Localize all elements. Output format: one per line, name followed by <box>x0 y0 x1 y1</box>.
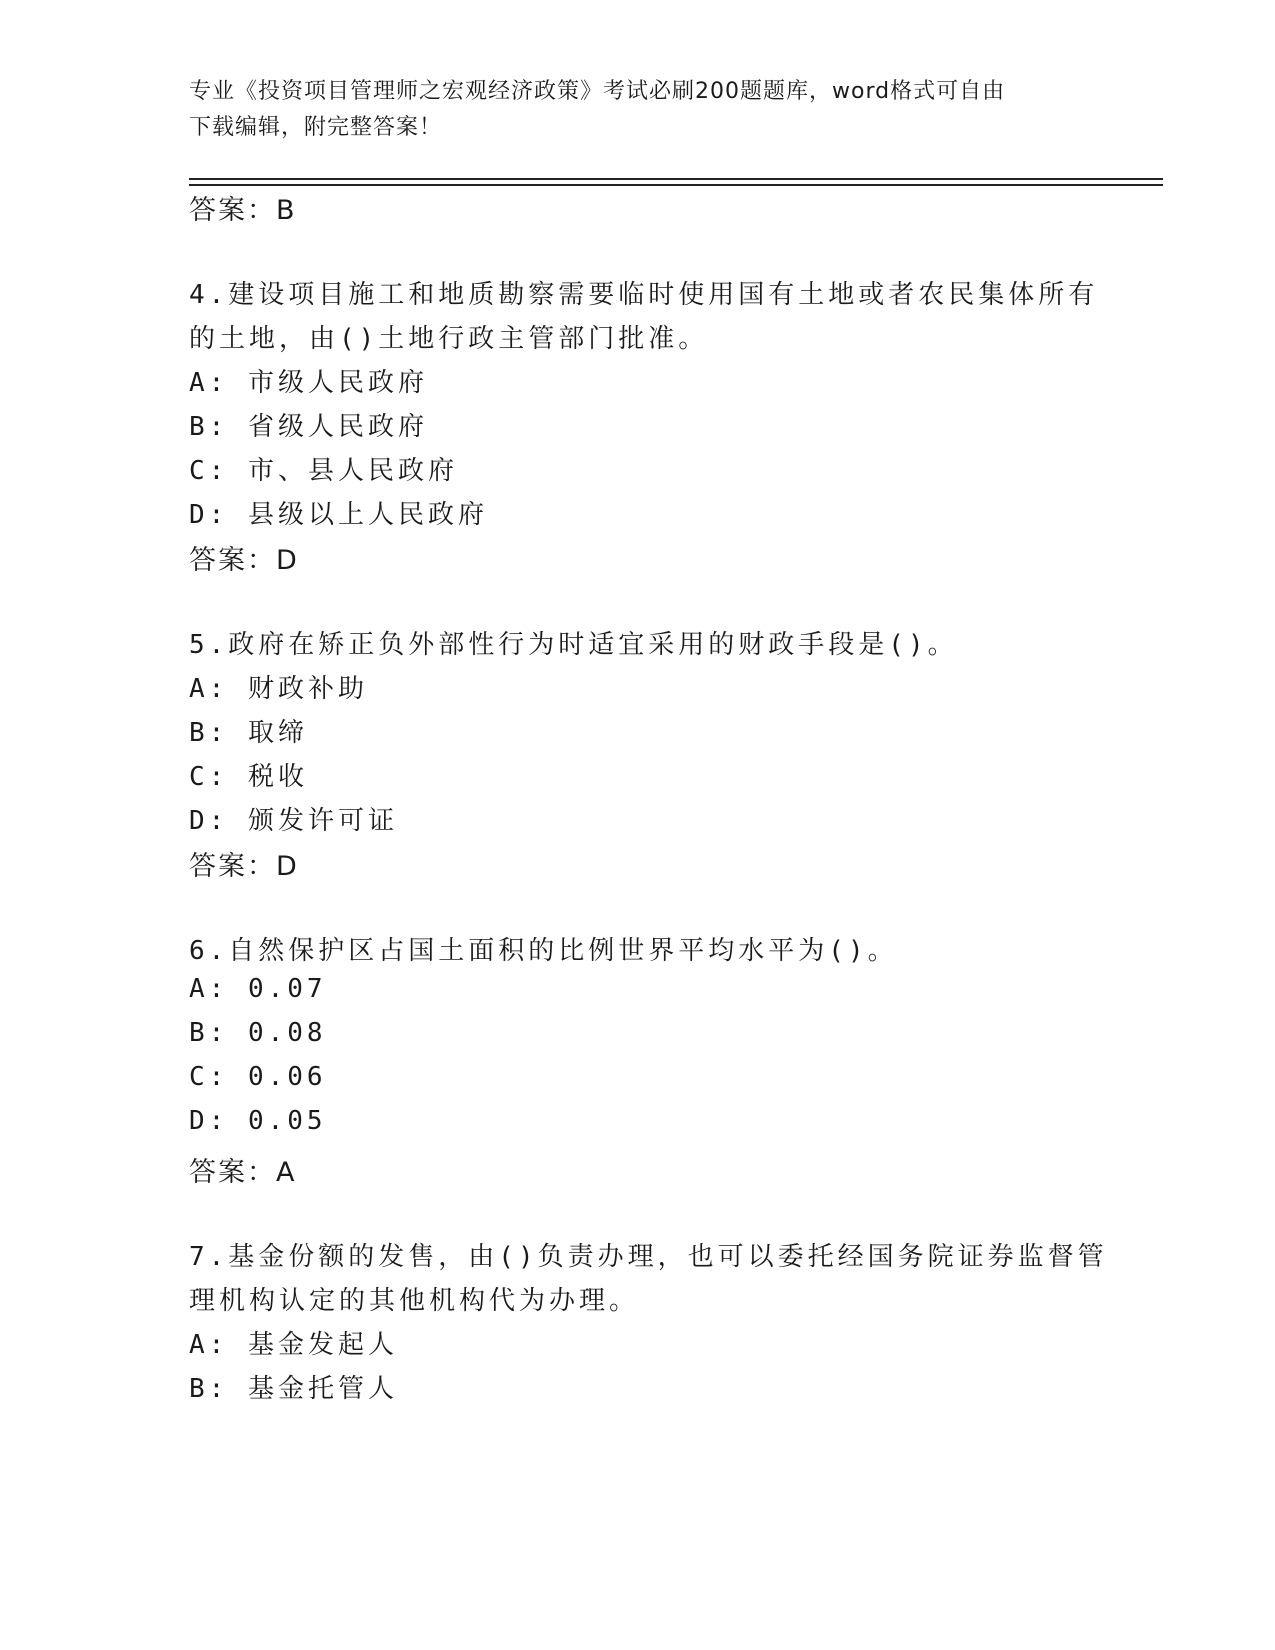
question-6-option-d: D: 0.05 <box>189 1106 327 1136</box>
header-line-2: 下载编辑，附完整答案！ <box>189 115 443 140</box>
header-divider-top <box>189 178 1163 180</box>
question-4-option-d: D: 县级以上人民政府 <box>189 500 488 530</box>
question-6-stem-line-1: 6.自然保护区占国土面积的比例世界平均水平为()。 <box>189 936 898 966</box>
question-4-stem-line-2: 的土地，由()土地行政主管部门批准。 <box>189 324 709 354</box>
question-6-option-a: A: 0.07 <box>189 974 327 1004</box>
question-7-option-b: B: 基金托管人 <box>189 1374 398 1404</box>
question-7-option-a: A: 基金发起人 <box>189 1330 398 1360</box>
document-header <box>189 74 1089 146</box>
question-6-answer: 答案：A <box>189 1157 297 1188</box>
question-5-stem-line-1: 5.政府在矫正负外部性行为时适宜采用的财政手段是()。 <box>189 630 958 660</box>
answer-previous-question: 答案：B <box>189 195 297 226</box>
question-5-option-c: C: 税收 <box>189 762 308 792</box>
question-6-option-c: C: 0.06 <box>189 1062 327 1092</box>
question-4-option-c: C: 市、县人民政府 <box>189 456 458 486</box>
header-line-1: 专业《投资项目管理师之宏观经济政策》考试必刷200题题库，word格式可自由 <box>189 79 1006 104</box>
question-4-option-a: A: 市级人民政府 <box>189 368 428 398</box>
question-5-option-d: D: 颁发许可证 <box>189 806 398 836</box>
question-4-option-b: B: 省级人民政府 <box>189 412 428 442</box>
question-5-option-b: B: 取缔 <box>189 718 308 748</box>
question-6-option-b: B: 0.08 <box>189 1018 327 1048</box>
header-divider-bottom <box>189 184 1163 186</box>
question-7-stem-line-1: 7.基金份额的发售，由()负责办理，也可以委托经国务院证券监督管 <box>189 1242 1108 1272</box>
question-4-answer: 答案：D <box>189 545 299 576</box>
question-4-stem-line-1: 4.建设项目施工和地质勘察需要临时使用国有土地或者农民集体所有 <box>189 280 1099 310</box>
question-5-answer: 答案：D <box>189 851 299 882</box>
question-7-stem-line-2: 理机构认定的其他机构代为办理。 <box>189 1286 640 1316</box>
question-5-option-a: A: 财政补助 <box>189 674 368 704</box>
